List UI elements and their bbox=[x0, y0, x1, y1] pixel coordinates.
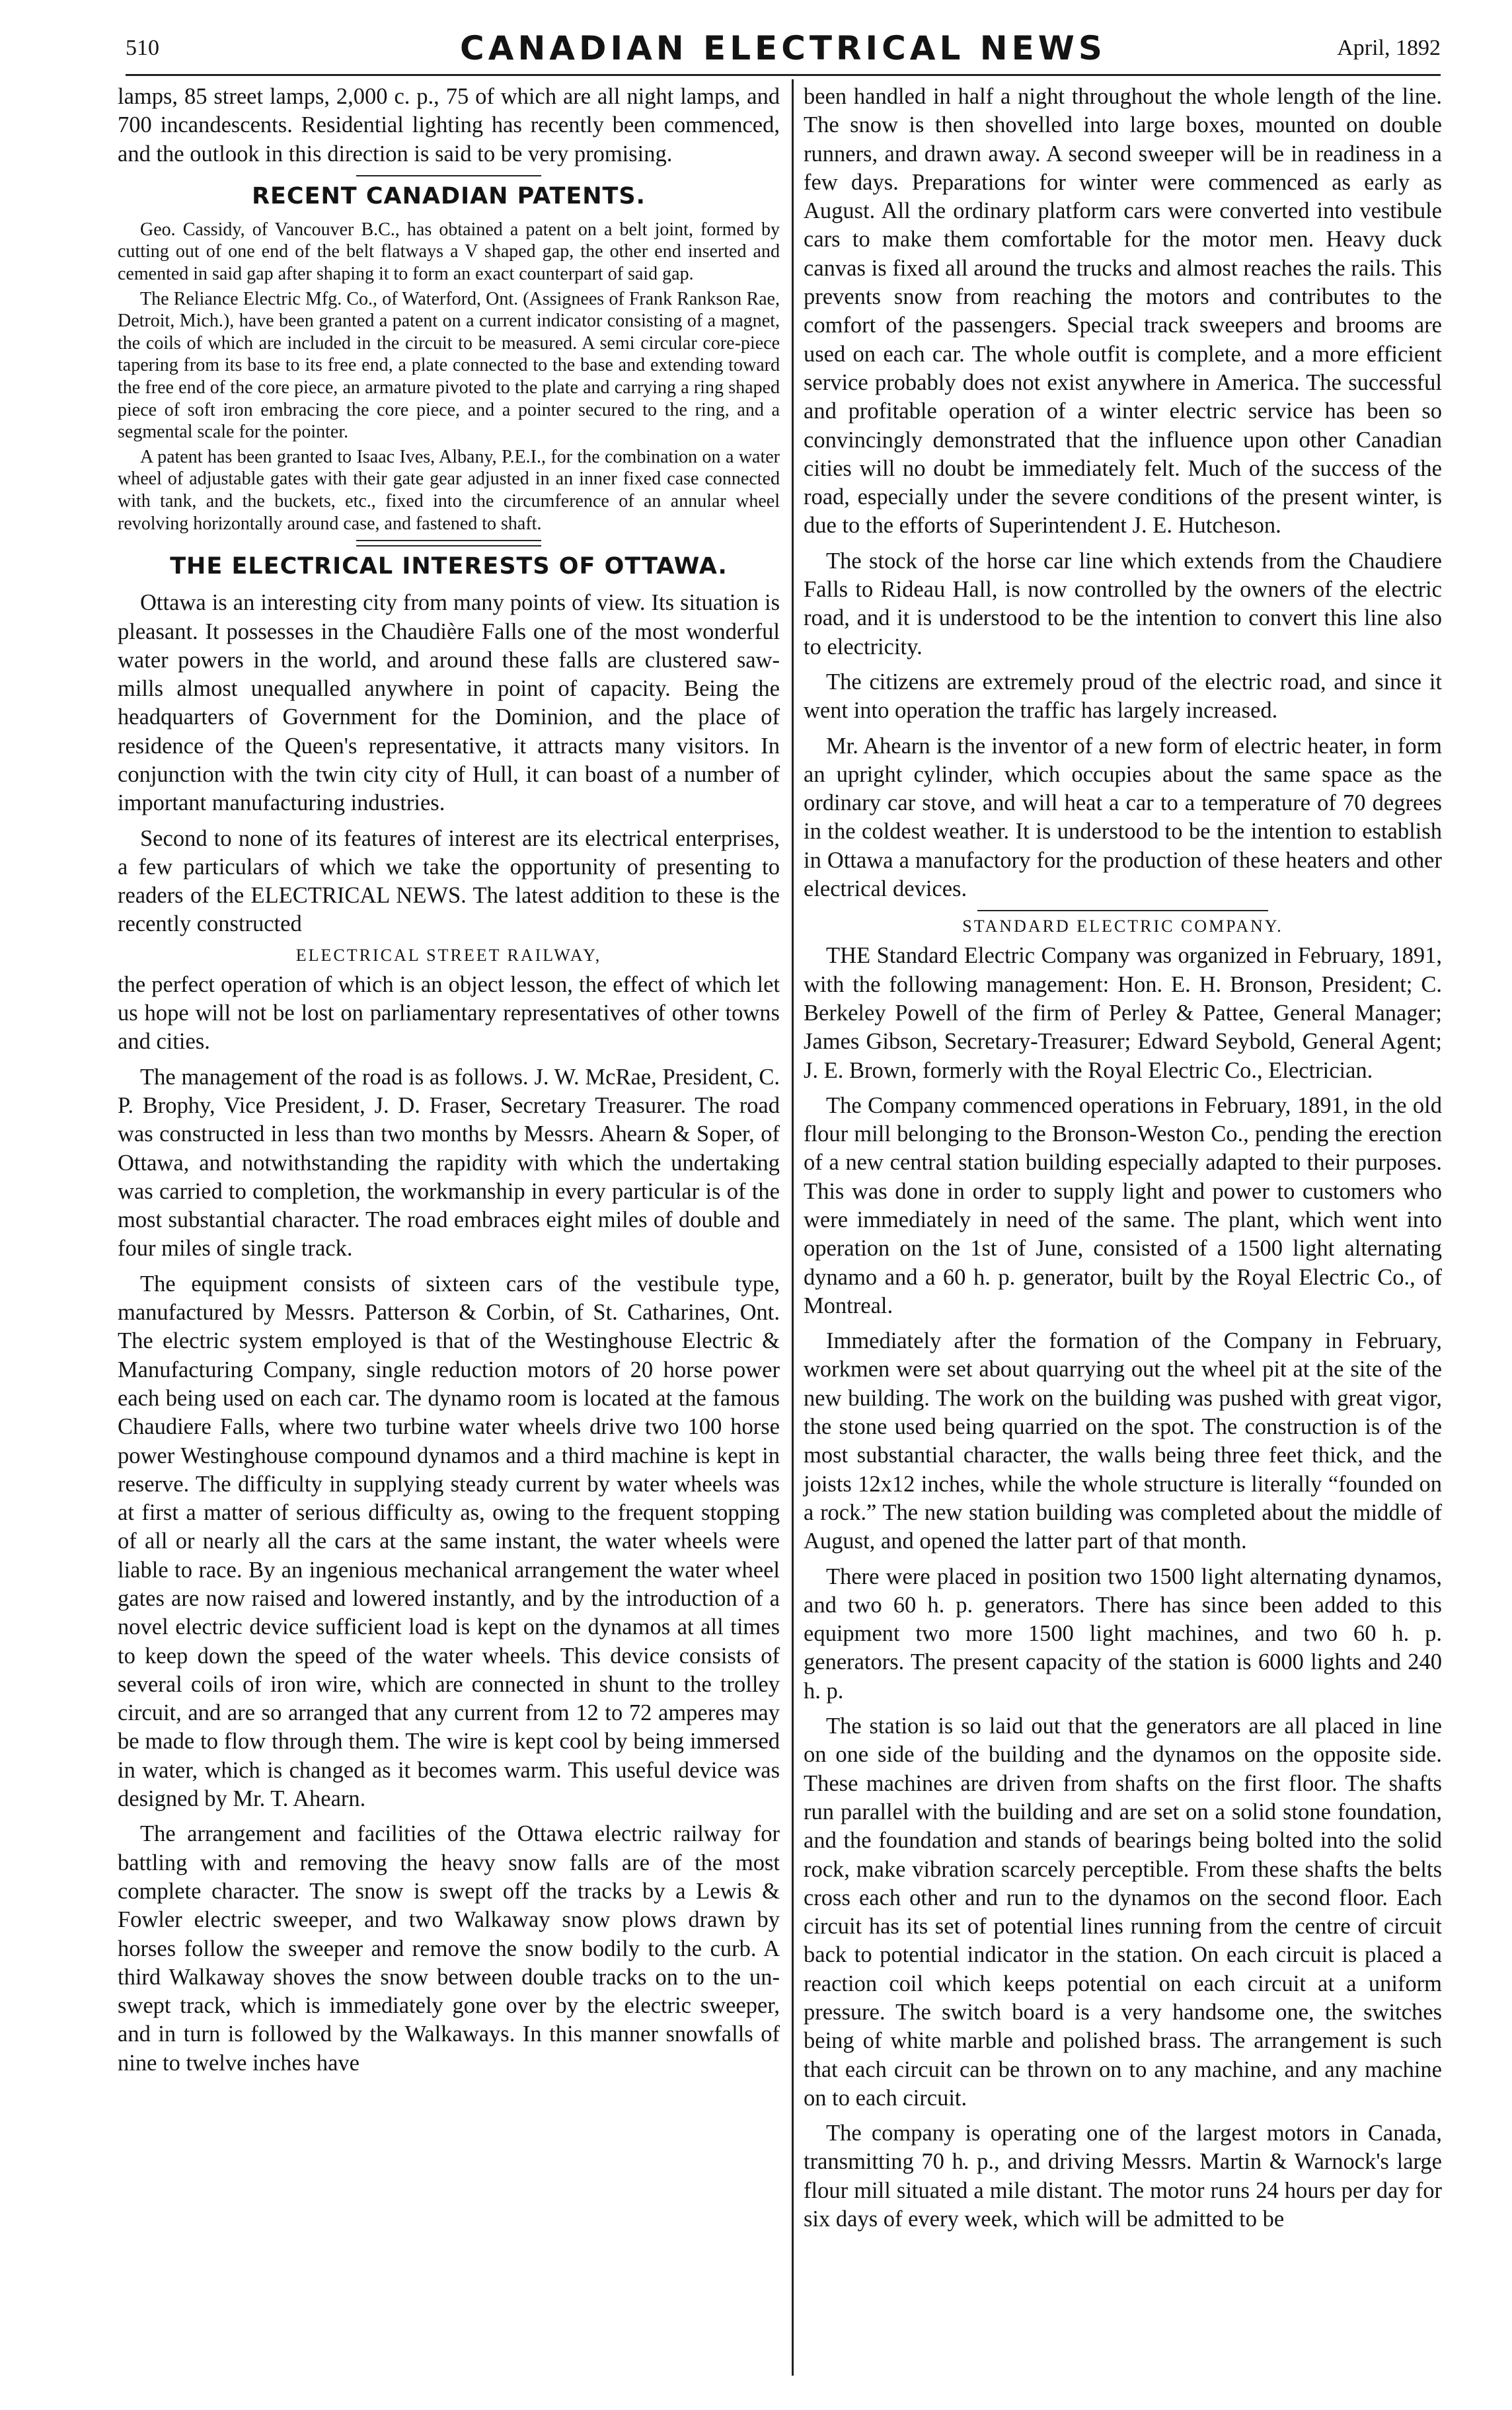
article-paragraph: THE Standard Electric Company was organized in February, 1891, with the following management: Hon. E. H. Bronson, President; C. Berkeley Powell of the firm of Perley & Pattee, General Manager; James Gibson, Secretary-Treasurer; Edward Seybold, General Agent; J. E. Brown, formerly with the Royal Electric Co., Electrician. bbox=[804, 943, 1442, 1083]
article-paragraph: The station is so laid out that the generators are all placed in line on one side of the building and the dynamos on the opposite side. These machines are driven from shafts on the first floor. The shafts run parallel with the building and are set on a solid stone foundation, and the foundation and stands of bearings being bolted into the solid rock, make vibration scarcely perceptible. From these shafts the belts cross each other and run to the dynamos on the second floor. Each circuit has its set of potential lines running from the centre of circuit back to potential indicator in the station. On each circuit is placed a reaction coil which keeps potential on each circuit at a uniform pressure. The switch board is a very handsome one, the switches being of white marble and polished brass. The arrangement is such that each circuit can be thrown on to any machine, and any machine on to each circuit. bbox=[804, 1713, 1442, 2111]
article-paragraph: The management of the road is as follows. J. W. McRae, President, C. P. Brophy, Vice President, J. D. Fraser, Secretary Treasurer. The road was constructed in less than two months by Messrs. Ahearn & Soper, of Ottawa, and notwithstanding the rapidity with which the undertaking was carried to completion, the workmanship in every particular is of the most substantial character. The road embraces eight miles of double and four miles of single track. bbox=[118, 1064, 780, 1261]
section-divider bbox=[356, 540, 541, 546]
railway-subheading: ELECTRICAL STREET RAILWAY, bbox=[295, 945, 602, 965]
article-paragraph: The stock of the horse car line which extends from the Chaudiere Falls to Rideau Hall, is now controlled by the owners of the electric road, and it is understood to be the intention to convert this line also to electricity. bbox=[804, 548, 1442, 659]
section-divider bbox=[977, 910, 1268, 911]
issue-date: April, 1892 bbox=[1337, 36, 1441, 60]
patents-section bbox=[118, 183, 780, 535]
article-paragraph: There were placed in position two 1500 light alternating dynamos, and two 60 h. p. generators. There has since been added to this equipment two more 1500 light machines, and two 60 h. p. generators. The present capacity of the station is 6000 lights and 240 h. p. bbox=[804, 1563, 1442, 1704]
standard-electric-section bbox=[804, 917, 1442, 2234]
continued-paragraph: lamps, 85 street lamps, 2,000 c. p., 75 of which are all night lamps, and 700 incandescents. Residential lighting has recently been commenced, and the outlook in this direction is said to be very promising. bbox=[118, 84, 780, 167]
section-divider bbox=[356, 175, 541, 176]
patent-item: A patent has been granted to Isaac Ives, Albany, P.E.I., for the combination on a water wheel of adjustable gates with their gate gear adjusted in an inner fixed case connected with tank, and the buckets, etc., fixed into the circumference of an annular wheel revolving horizontally around case, and fastened to shaft. bbox=[118, 446, 780, 534]
article-paragraph: the perfect operation of which is an object lesson, the effect of which let us hope will not be lost on parliamentary representatives of other towns and cities. bbox=[118, 971, 780, 1055]
left-column bbox=[118, 83, 780, 2084]
patents-heading: RECENT CANADIAN PATENTS. bbox=[252, 182, 646, 209]
article-paragraph: The company is operating one of the largest motors in Canada, transmitting 70 h. p., and driving Messrs. Martin & Warnock's large flour mill situated a mile distant. The motor runs 24 hours per day for six days of every week, which will be admitted to be bbox=[804, 2121, 1442, 2232]
article-paragraph: Ottawa is an interesting city from many points of view. Its situation is pleasant. It possesses in the Chaudière Falls one of the most wonderful water powers in the world, and around these falls are clustered saw-mills almost unequalled anywhere in point of capacity. Being the headquarters of Government for the Dominion, and the place of residence of the Queen's representative, it attracts many visitors. In conjunction with the twin city city of Hull, it can boast of a number of important manufacturing industries. bbox=[118, 590, 780, 816]
ottawa-article bbox=[118, 553, 780, 2078]
article-paragraph: been handled in half a night throughout the whole length of the line. The snow is then shovelled into large boxes, mounted on double runners, and drawn away. A second sweeper will be in readiness in a few days. Preparations for winter were commenced as early as August. All the ordinary platform cars were converted into vestibule cars to make them comfortable for the motor men. Heavy duck canvas is fixed all around the trucks and almost reaches the rails. This prevents snow from reaching the motors and contributes to the comfort of the passengers. Special track sweepers and brooms are used on each car. The whole outfit is complete, and a more efficient service probably does not exist anywhere in America. The successful and profitable operation of a winter electric service has been so convincingly demonstrated that the influence upon other Canadian cities will no doubt be immediately felt. Much of the success of the road, especially under the severe conditions of the present winter, is due to the efforts of Superintendent J. E. Hutcheson. bbox=[804, 84, 1442, 539]
article-paragraph: Mr. Ahearn is the inventor of a new form of electric heater, in form an upright cylinder, which occupies about the same space as the ordinary car stove, and will heat a car to a temperature of 70 degrees in the coldest weather. It is understood to be the intention to establish in Ottawa a manufactory for the production of these heaters and other electrical devices. bbox=[804, 733, 1442, 902]
article-paragraph: The citizens are extremely proud of the electric road, and since it went into operation the traffic has largely increased. bbox=[804, 669, 1442, 724]
column-divider bbox=[792, 79, 794, 2376]
standard-subheading: STANDARD ELECTRIC COMPANY. bbox=[962, 917, 1283, 936]
article-paragraph: Second to none of its features of interest are its electrical enterprises, a few particulars of which we take the opportunity of presenting to readers of the ELECTRICAL NEWS. The latest addition to these is the recently constructed bbox=[118, 825, 780, 937]
patent-item: The Reliance Electric Mfg. Co., of Waterford, Ont. (Assignees of Frank Rankson Rae, Detroit, Mich.), have been granted a patent on a current indicator consisting of a magnet, the coils of which are included in the circuit to be measured. A semi circular core-piece tapering from its base to its free end, a plate connected to the base and extending toward the free end of the core piece, an armature pivoted to the plate and carrying a ring shaped piece of soft iron embracing the core piece, and a pointer secured to the ring, and a segmental scale for the pointer. bbox=[118, 288, 780, 443]
header-rule bbox=[126, 74, 1441, 76]
newspaper-title: CANADIAN ELECTRICAL NEWS bbox=[460, 29, 1106, 67]
article-paragraph: Immediately after the formation of the Company in February, workmen were set about quarrying out the wheel pit at the site of the new building. The work on the building was pushed with great vigor, the stone used being quarried on the spot. The construction is of the most substantial character, the walls being three feet thick, and the joists 12x12 inches, while the whole structure is literally “founded on a rock.” The new station building was completed about the middle of August, and opened the latter part of that month. bbox=[804, 1328, 1442, 1554]
page-number: 510 bbox=[126, 36, 159, 60]
right-column bbox=[804, 83, 1442, 2240]
article-paragraph: The Company commenced operations in February, 1891, in the old flour mill belonging to the Bronson-Weston Co., pending the erection of a new central station building especially adapted to their purposes. This was done in order to supply light and power to customers who were immediately in need of the same. The plant, which went into operation on the 1st of June, consisted of a 1500 light alternating dynamo and a 60 h. p. generator, built by the Royal Electric Co., of Montreal. bbox=[804, 1092, 1442, 1318]
patent-item: Geo. Cassidy, of Vancouver B.C., has obtained a patent on a belt joint, formed by cutting out of one end of the belt flatways a V shaped gap, the other end inserted and cemented in said gap after shaping it to form an exact counterpart of said gap. bbox=[118, 219, 780, 285]
ottawa-heading: THE ELECTRICAL INTERESTS OF OTTAWA. bbox=[170, 553, 728, 580]
article-paragraph: The equipment consists of sixteen cars of the vestibule type, manufactured by Messrs. Patterson & Corbin, of St. Catharines, Ont. The electric system employed is that of the Westinghouse Electric & Manufacturing Company, single reduction motors of 20 horse power each being used on each car. The dynamo room is located at the famous Chaudiere Falls, where two turbine water wheels drive two 100 horse power Westinghouse compound dynamos and a third machine is kept in reserve. The difficulty in supplying steady current by water wheels was at first a matter of serious difficulty as, owing to the frequent stopping of all or nearly all the cars at the same instant, the water wheels were liable to race. By an ingenious mechanical arrangement the water wheel gates are now raised and lowered instantly, and by the introduction of a novel electric device sufficient load is kept on the dynamos at all times to keep down the speed of the water wheels. This device consists of several coils of iron wire, which are connected in shunt to the trolley circuit, and are so arranged that any current from 12 to 72 amperes may be made to flow through them. The wire is kept cool by being immersed in water, which is changed as it becomes warm. This useful device was designed by Mr. T. Ahearn. bbox=[118, 1271, 780, 1812]
page-header bbox=[126, 26, 1441, 73]
article-paragraph: The arrangement and facilities of the Ottawa electric railway for battling with and removing the heavy snow falls are of the most complete character. The snow is swept off the tracks by a Lewis & Fowler electric sweeper, and two Walkaway snow plows drawn by horses follow the sweeper and remove the snow bodily to the curb. A third Walkaway shoves the snow between double tracks on to the un-swept track, which is immediately gone over by the electric sweeper, and in turn is followed by the Walkaways. In this manner snowfalls of nine to twelve inches have bbox=[118, 1821, 780, 2076]
